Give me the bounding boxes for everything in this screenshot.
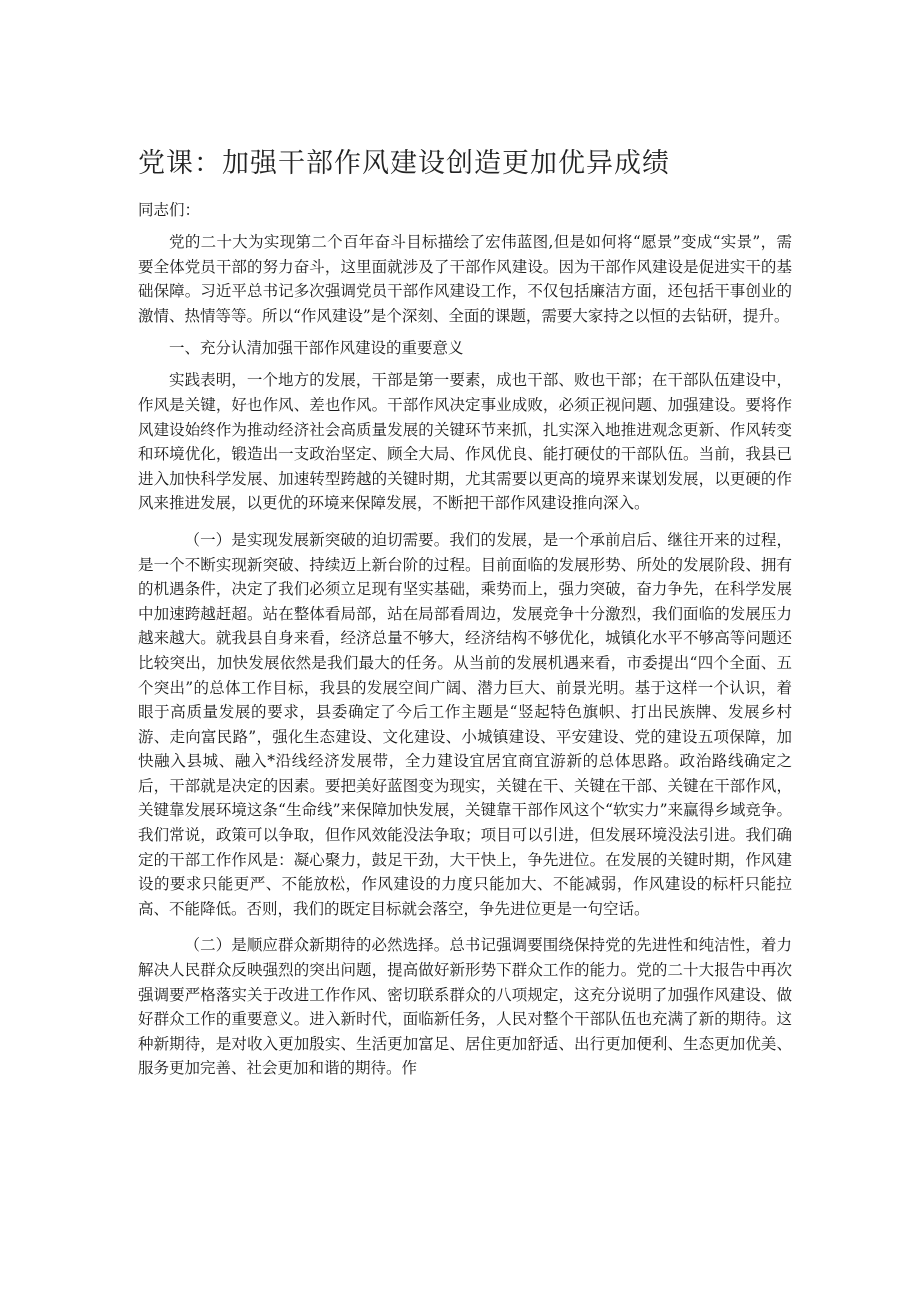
document-body (138, 144, 792, 1089)
salutation: 同志们： (138, 201, 201, 219)
section-heading-1: 一、充分认清加强干部作风建设的重要意义 (169, 339, 464, 358)
section-1-paragraph: 实践表明，一个地方的发展，干部是第一要素，成也干部、败也干部；在干部队伍建设中，作风是关键，好也作风、差也作风。干部作风决定事业成败，必须正视问题、加强建设。要将作风建设始终作为推动经济社会高质量发展的关键环节来抓，扎实深入地推进观念更新、作风转变和环境优化，锻造出一支政治坚定、顾全大局、作风优良、能打硬仗的干部队伍。当前，我县已进入加快科学发展、加速转型跨越的关键时期，尤其需要以更高的境界来谋划发展，以更硬的作风来推进发展，以更优的环境来保障发展，不断把干部作风建设推向深入。 (138, 371, 792, 513)
subsection-1-paragraph: （一）是实现发展新突破的迫切需要。我们的发展，是一个承前启后、继往开来的过程，是一个不断实现新突破、持续迈上新台阶的过程。目前面临的发展形势、所处的发展阶段、拥有的机遇条件，决定了我们必须立足现有坚实基础，乘势而上，强力突破，奋力争先，在科学发展中加速跨越赶超。站在整体看局部，站在局部看周边，发展竞争十分激烈，我们面临的发展压力越来越大。就我县自身来看，经济总量不够大，经济结构不够优化，城镇化水平不够高等问题还比较突出，加快发展依然是我们最大的任务。从当前的发展机遇来看，市委提出“四个全面、五个突出”的总体工作目标，我县的发展空间广阔、潜力巨大、前景光明。基于这样一个认识，着眼于高质量发展的要求，县委确定了今后工作主题是“竖起特色旗帜、打出民族牌、发展乡村游、走向富民路”，强化生态建设、文化建设、小城镇建设、平安建设、党的建设五项保障，加快融入县城、融入*沿线经济发展带，全力建设宜居宜商宜游新的总体思路。政治路线确定之后，干部就是决定的因素。要把美好蓝图变为现实，关键在干、关键在干部、关键在干部作风，关键靠发展环境这条“生命线”来保障加快发展，关键靠干部作风这个“软实力”来赢得乡域竞争。我们常说，政策可以争取，但作风效能没法争取；项目可以引进，但发展环境没法引进。我们确定的干部工作作风是：凝心聚力，鼓足干劲，大干快上，争先进位。在发展的关键时期，作风建设的要求只能更严、不能放松，作风建设的力度只能加大、不能减弱，作风建设的标杆只能拉高、不能降低。否则，我们的既定目标就会落空，争先进位更是一句空话。 (138, 530, 792, 918)
document-title: 党课：加强干部作风建设创造更加优异成绩 (138, 148, 670, 179)
intro-paragraph: 党的二十大为实现第二个百年奋斗目标描绘了宏伟蓝图,但是如何将“愿景”变成“实景”，需要全体党员干部的努力奋斗，这里面就涉及了干部作风建设。因为干部作风建设是促进实干的基础保障。习近平总书记多次强调党员干部作风建设工作，不仅包括廉洁方面，还包括干事创业的激情、热情等等。所以“作风建设”是个深刻、全面的课题，需要大家持之以恒的去钻研，提升。 (138, 233, 792, 325)
subsection-2-paragraph: （二）是顺应群众新期待的必然选择。总书记强调要围绕保持党的先进性和纯洁性，着力解决人民群众反映强烈的突出问题，提高做好新形势下群众工作的能力。党的二十大报告中再次强调要严格落实关于改进工作作风、密切联系群众的八项规定，这充分说明了加强作风建设、做好群众工作的重要意义。进入新时代，面临新任务，人民对整个干部队伍也充满了新的期待。这种新期待，是对收入更加殷实、生活更加富足、居住更加舒适、出行更加便利、生态更加优美、服务更加完善、社会更加和谐的期待。作 (138, 936, 792, 1078)
